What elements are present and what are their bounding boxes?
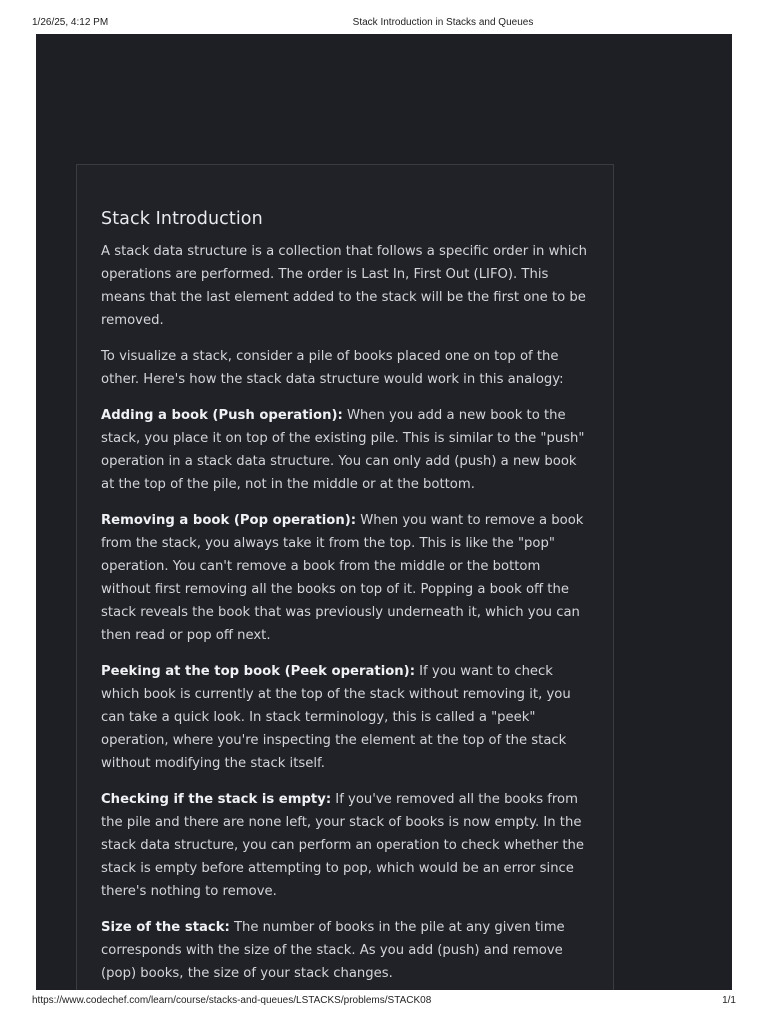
print-url: https://www.codechef.com/learn/course/stacks-and-queues/LSTACKS/problems/STACK08 bbox=[32, 995, 432, 1006]
section-term: Adding a book (Push operation): bbox=[101, 408, 343, 423]
section-size bbox=[101, 916, 589, 985]
section-push bbox=[101, 404, 589, 496]
section-text: When you add a new book to the stack, you place it on top of the existing pile. This is similar to the "push" operation in a stack data structure. You can only add (push) a new book at the top of the pile, not in the middle or at the bottom. bbox=[101, 408, 585, 492]
section-term: Peeking at the top book (Peek operation): bbox=[101, 664, 415, 679]
visualize-paragraph: To visualize a stack, consider a pile of books placed one on top of the other. Here's how the stack data structure would work in this analogy: bbox=[101, 349, 564, 387]
print-page-title: Stack Introduction in Stacks and Queues bbox=[352, 17, 534, 28]
print-header bbox=[0, 0, 768, 34]
section-empty bbox=[101, 788, 589, 903]
section-text: The number of books in the pile at any given time corresponds with the size of the stack. As you add (push) and remove (pop) books, the size of your stack changes. bbox=[101, 920, 565, 981]
section-term: Size of the stack: bbox=[101, 920, 230, 935]
section-peek bbox=[101, 660, 589, 775]
section-term: Checking if the stack is empty: bbox=[101, 792, 332, 807]
article-card bbox=[76, 164, 614, 990]
page-content bbox=[36, 34, 732, 990]
section-term: Removing a book (Pop operation): bbox=[101, 513, 357, 528]
article-heading: Stack Introduction bbox=[101, 209, 263, 229]
print-page-count: 1/1 bbox=[722, 995, 736, 1006]
intro-paragraph: A stack data structure is a collection that follows a specific order in which operations are performed. The order is Last In, First Out (LIFO). This means that the last element added to the stack will be the first one to be removed. bbox=[101, 244, 588, 328]
section-text: If you want to check which book is currently at the top of the stack without removing it, you can take a quick look. In stack terminology, this is called a "peek" operation, where you're inspecting the element at the top of the stack without modifying the stack itself. bbox=[101, 664, 571, 771]
print-datetime: 1/26/25, 4:12 PM bbox=[32, 17, 109, 28]
section-text: When you want to remove a book from the stack, you always take it from the top. This is like the "pop" operation. You can't remove a book from the middle or the bottom without first removing all the books on top of it. Popping a book off the stack reveals the book that was previously underneath it, which you can then read or pop off next. bbox=[101, 513, 584, 643]
print-footer bbox=[0, 990, 768, 1024]
section-pop bbox=[101, 509, 589, 647]
section-text: If you've removed all the books from the pile and there are none left, your stack of books is now empty. In the stack data structure, you can perform an operation to check whether the stack is empty before attempting to pop, which would be an error since there's nothing to remove. bbox=[101, 792, 585, 899]
